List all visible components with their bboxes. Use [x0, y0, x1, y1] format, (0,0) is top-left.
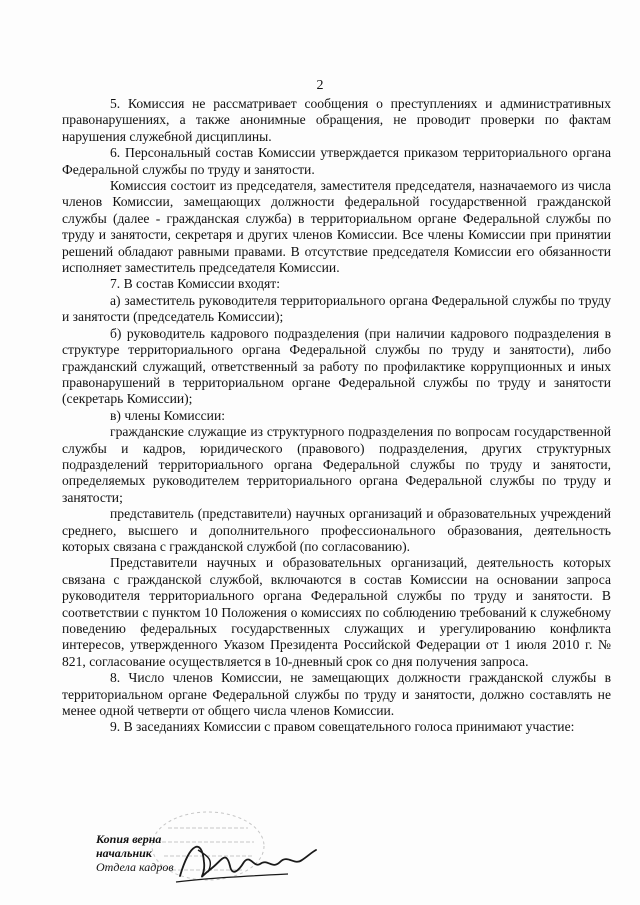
- paragraph: а) заместитель руководителя территориального органа Федеральной службы по труду и занятости (председатель Комиссии);: [62, 292, 611, 325]
- paragraph: 6. Персональный состав Комиссии утверждается приказом территориального органа Федеральной службы по труду и занятости.: [62, 145, 611, 177]
- paragraph: гражданские служащие из структурного подразделения по вопросам государственной службы и кадров, юридического (правового) подразделения, других структурных подразделений территориального органа Федеральной службы по труду и занятости, определяемых руководителем территориального органа Федеральной службы по труду и занятости;: [62, 424, 611, 505]
- paragraph: представитель (представители) научных организаций и образовательных учреждений среднего, высшего и дополнительного профессионального образования, деятельность которых связана с гражданской службой (по согласованию).: [62, 506, 611, 554]
- paragraph: б) руководитель кадрового подразделения (при наличии кадрового подразделения в структуре территориального органа Федеральной службы по труду и занятости), либо гражданский служащий, ответственный за работу по профилактике коррупционных и иных правонарушений в территориальном органе Федеральной службы по труду и занятости (секретарь Комиссии);: [62, 325, 611, 407]
- copy-department-label: Отдела кадров: [96, 860, 174, 874]
- copy-position-label: начальник: [96, 846, 152, 860]
- page-number: 2: [316, 78, 324, 93]
- paragraph: 7. В состав Комиссии входят:: [110, 276, 281, 292]
- paragraph: 9. В заседаниях Комиссии с правом совещательного голоса принимают участие:: [110, 719, 575, 735]
- paragraph: в) члены Комиссии:: [110, 407, 226, 423]
- document-body: [62, 96, 611, 736]
- paragraph: Комиссия состоит из председателя, заместителя председателя, назначаемого из числа членов Комиссии, замещающих должности федеральной государственной гражданской службы (далее - гражданская служба) в территориальном органе Федеральной службы по труду и занятости, секретаря и других членов Комиссии. Все члены Комиссии при принятии решений обладают равными правами. В отсутствие председателя Комиссии его обязанности исполняет заместитель председателя Комиссии.: [62, 178, 611, 276]
- paragraph: 8. Число членов Комиссии, не замещающих должности гражданской службы в территориальном органе Федеральной службы по труду и занятости, должно составлять не менее одной четверти от общего числа членов Комиссии.: [62, 670, 611, 719]
- handwritten-signature: [168, 832, 318, 888]
- copy-certified-label: Копия верна: [96, 832, 162, 846]
- copy-certification: [96, 832, 174, 874]
- paragraph: Представители научных и образовательных организаций, деятельность которых связана с гражданской службой, включаются в состав Комиссии на основании запроса руководителя территориального органа Федеральной службы по труду и занятости. В соответствии с пунктом 10 Положения о комиссиях по соблюдению требований к служебному поведению федеральных государственных служащих и урегулированию конфликта интересов, утвержденного Указом Президента Российской Федерации от 1 июля 2010 г. № 821, согласование осуществляется в 10-дневный срок со дня получения запроса.: [62, 555, 611, 669]
- paragraph: 5. Комиссия не рассматривает сообщения о преступлениях и административных правонарушениях, а также анонимные обращения, не проводит проверки по фактам нарушения служебной дисциплины.: [62, 96, 611, 144]
